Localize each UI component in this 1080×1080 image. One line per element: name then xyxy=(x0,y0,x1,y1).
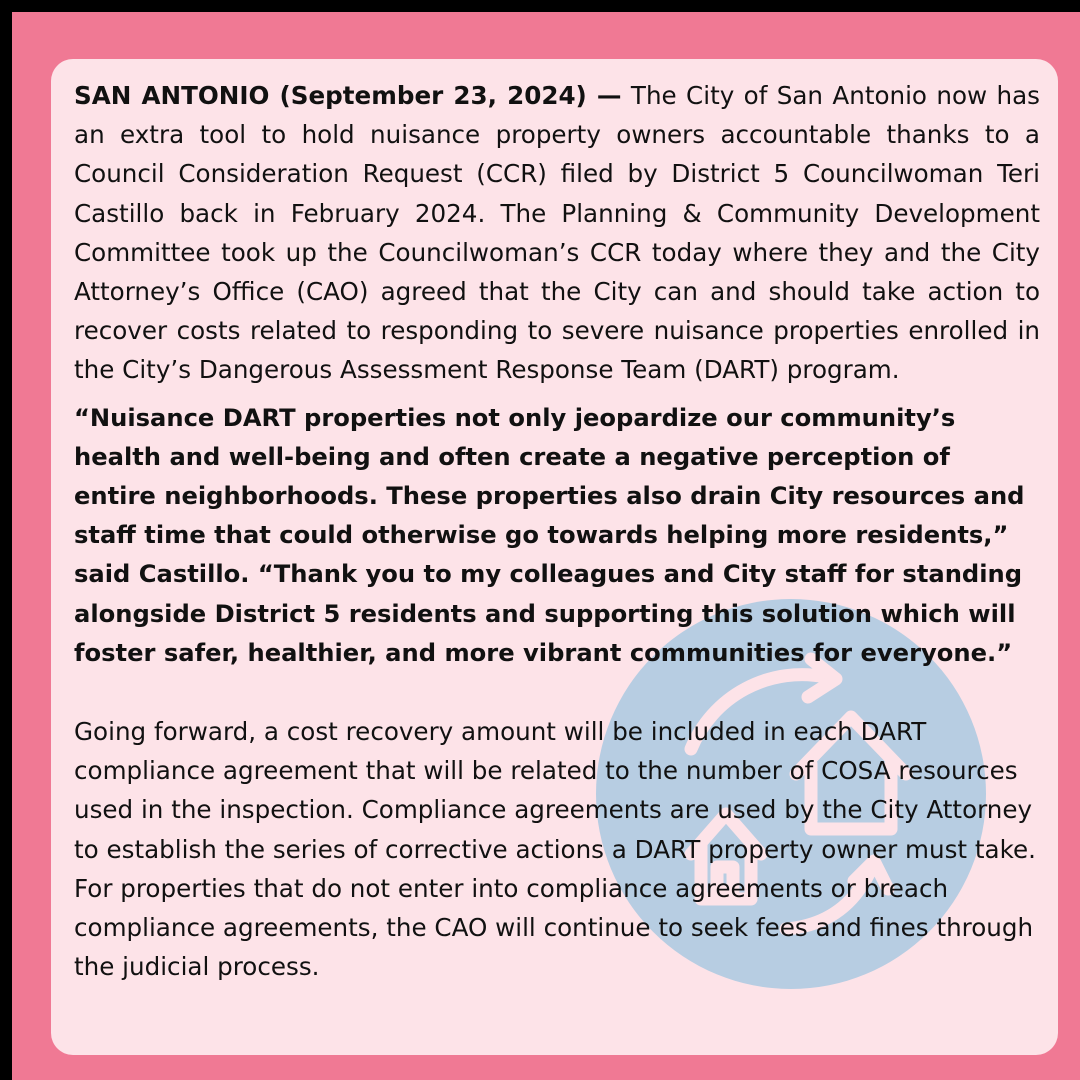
closing-paragraph: Going forward, a cost recovery amount will be included in each DART compliance agreement that will be related to the number of COSA resources used in the inspection. Compliance agreements are used by the City Attorney to establish the series of corrective actions a DART property owner must take. For properties that do not enter into compliance agreements or breach compliance agreements, the CAO will continue to seek fees and fines through the judicial process. xyxy=(74,717,1036,982)
dateline: SAN ANTONIO (September 23, 2024) — xyxy=(74,81,622,110)
quote-paragraph: “Nuisance DART properties not only jeopardize our community’s health and well-being and often create a negative perception of entire neighborhoods. These properties also drain City resources and staff time that could otherwise go towards helping more residents,” said Castillo. “Thank you to my colleagues and City staff for standing alongside District 5 residents and supporting this solution which will foster safer, healthier, and more vibrant communities for everyone.” xyxy=(74,403,1025,667)
intro-body: The City of San Antonio now has an extra tool to hold nuisance property owners accountable thanks to a Council Consideration Request (CCR) filed by District 5 Councilwoman Teri Castillo back in February 2024. The Planning & Community Development Committee took up the Councilwoman’s CCR today where they and the City Attorney’s Office (CAO) agreed that the City can and should take action to recover costs related to responding to severe nuisance properties enrolled in the City’s Dangerous Assessment Response Team (DART) program. xyxy=(74,81,1040,385)
press-release-card xyxy=(51,59,1058,1055)
intro-paragraph xyxy=(74,76,1040,390)
press-release-text xyxy=(74,76,1040,986)
pink-frame xyxy=(12,12,1080,1080)
